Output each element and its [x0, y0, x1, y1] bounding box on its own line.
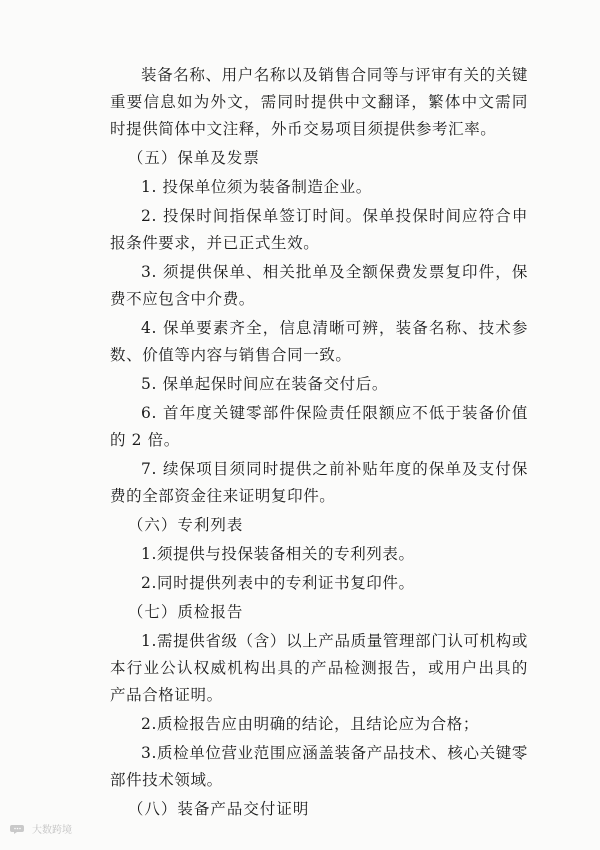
section-heading: （八）装备产品交付证明 — [127, 800, 310, 818]
list-item: 3.质检单位营业范围应涵盖装备产品技术、核心关键零部件技术领域。 — [110, 744, 528, 789]
section-heading: （七）质检报告 — [127, 603, 244, 621]
list-item: 1.须提供与投保装备相关的专利列表。 — [141, 545, 415, 563]
watermark-text: 大数跨境 — [32, 825, 72, 836]
list-item: 2.质检报告应由明确的结论，且结论应为合格； — [141, 715, 479, 733]
section-heading: （五）保单及发票 — [127, 149, 260, 167]
list-item: 2. 投保时间指保单签订时间。保单投保时间应符合申报条件要求，并已正式生效。 — [110, 207, 528, 252]
list-item: 6. 首年度关键零部件保险责任限额应不低于装备价值的 2 倍。 — [110, 404, 528, 449]
document-body — [110, 62, 528, 825]
section-quality-report — [110, 599, 528, 794]
section-heading: （六）专利列表 — [127, 516, 244, 534]
list-item: 1.需提供省级（含）以上产品质量管理部门认可机构或本行业公认权威机构出具的产品检测报告，或用户出具的产品合格证明。 — [110, 632, 528, 704]
section-insurance — [110, 145, 528, 510]
list-item: 4. 保单要素齐全，信息清晰可辨，装备名称、技术参数、价值等内容与销售合同一致。 — [110, 319, 528, 364]
section-patents — [110, 512, 528, 597]
intro-paragraph: 装备名称、用户名称以及销售合同等与评审有关的关键重要信息如为外文，需同时提供中文翻译，繁体中文需同时提供简体中文注释，外币交易项目须提供参考汇率。 — [110, 66, 528, 138]
watermark — [10, 821, 72, 836]
list-item: 2.同时提供列表中的专利证书复印件。 — [141, 574, 415, 592]
list-item: 7. 续保项目须同时提供之前补贴年度的保单及支付保费的全部资金往来证明复印件。 — [110, 460, 528, 505]
list-item: 1. 投保单位须为装备制造企业。 — [141, 178, 372, 196]
list-item: 3. 须提供保单、相关批单及全额保费发票复印件，保费不应包含中介费。 — [110, 263, 528, 308]
section-delivery-proof — [110, 796, 528, 823]
chat-bubble-logo-icon — [10, 823, 28, 835]
list-item: 5. 保单起保时间应在装备交付后。 — [141, 375, 388, 393]
